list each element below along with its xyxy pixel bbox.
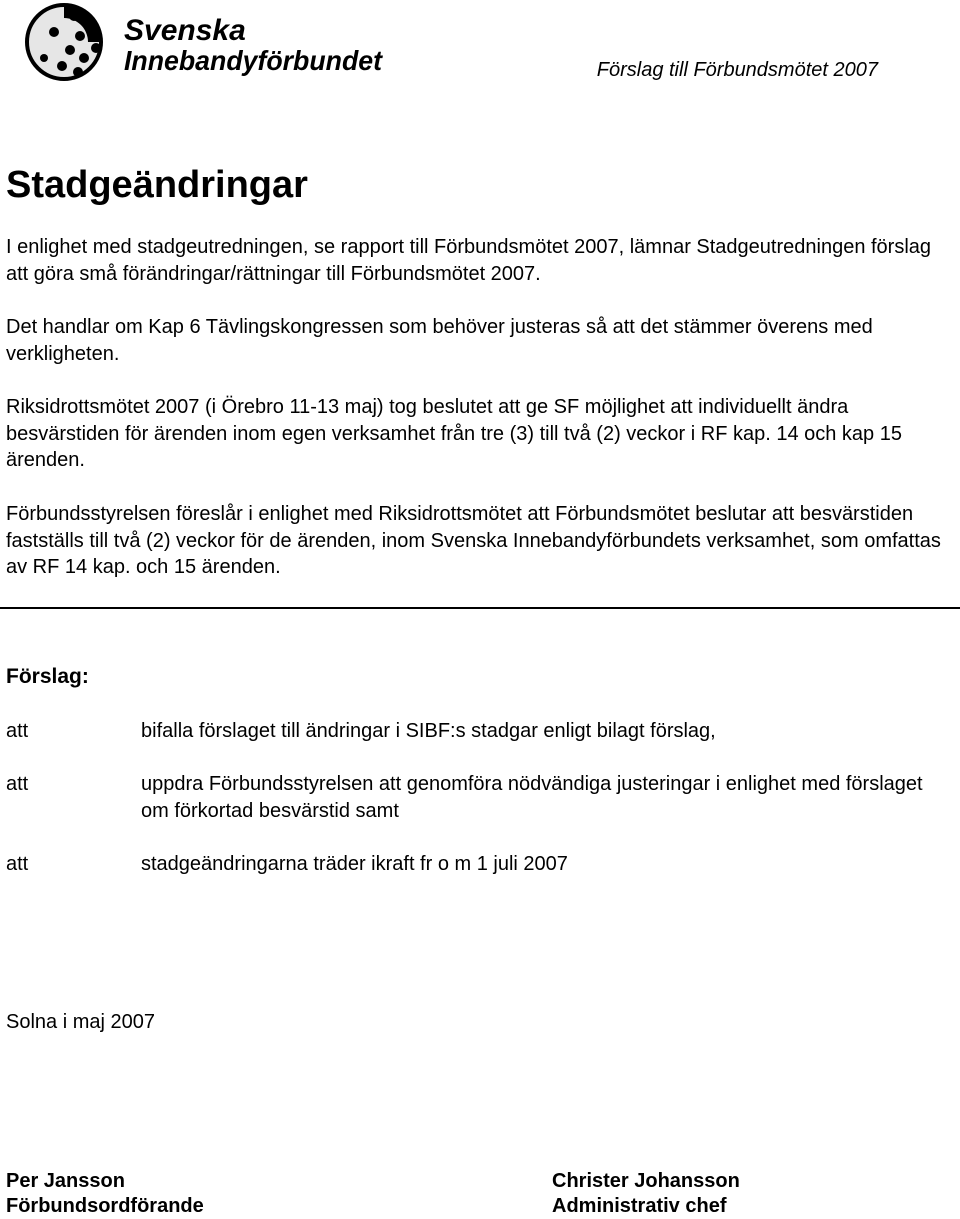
paragraph-forbundsstyrelsen: Förbundsstyrelsen föreslår i enlighet med Riksidrottsmötet att Förbundsmötet beslutar att besvärstiden fastställs till två (2) veckor för de ärenden, inom Svenska Innebandyförbundets verksamhet, som omfattas av RF 14 kap. och 15 ärenden. <box>6 503 941 578</box>
proposal-item-1-label: att <box>6 720 29 742</box>
proposal-item-3-text: stadgeändringarna träder ikraft fr o m 1 juli 2007 <box>141 853 568 875</box>
section-divider <box>0 607 960 609</box>
proposal-item-3-label: att <box>6 853 29 875</box>
sibf-logo <box>4 2 384 86</box>
signature-role-2: Administrativ chef <box>552 1195 727 1217</box>
paragraph-intro: I enlighet med stadgeutredningen, se rapport till Förbundsmötet 2007, lämnar Stadgeutredningen förslag att göra små förändringar/rättningar till Förbundsmötet 2007. <box>6 236 932 285</box>
proposal-heading: Förslag: <box>6 665 89 688</box>
place-date: Solna i maj 2007 <box>6 1011 155 1033</box>
signature-name-1: Per Jansson <box>6 1170 125 1192</box>
logo-text-innebandyforbundet: Innebandyförbundet <box>124 45 384 76</box>
paragraph-kap6: Det handlar om Kap 6 Tävlingskongressen som behöver justeras så att det stämmer överens med verkligheten. <box>6 316 873 365</box>
floorball-ball-icon <box>27 5 101 79</box>
page-title: Stadgeändringar <box>6 164 308 206</box>
document-label: Förslag till Förbundsmötet 2007 <box>596 59 878 81</box>
proposal-item-1-text: bifalla förslaget till ändringar i SIBF:s stadgar enligt bilagt förslag, <box>141 720 716 742</box>
signature-name-2: Christer Johansson <box>552 1170 740 1192</box>
logo-text-svenska: Svenska <box>124 14 246 47</box>
signature-role-1: Förbundsordförande <box>6 1195 204 1217</box>
paragraph-riksidrottsmotet: Riksidrottsmötet 2007 (i Örebro 11-13 maj) tog beslutet att ge SF möjlighet att individuellt ändra besvärstiden för ärenden inom egen verksamhet från tre (3) till två (2) veckor i RF kap. 14 och kap 15 ärenden. <box>6 396 902 471</box>
proposal-item-2-text: uppdra Förbundsstyrelsen att genomföra nödvändiga justeringar i enlighet med förslaget om förkortad besvärstid samt <box>141 773 923 822</box>
proposal-item-2-label: att <box>6 773 29 795</box>
